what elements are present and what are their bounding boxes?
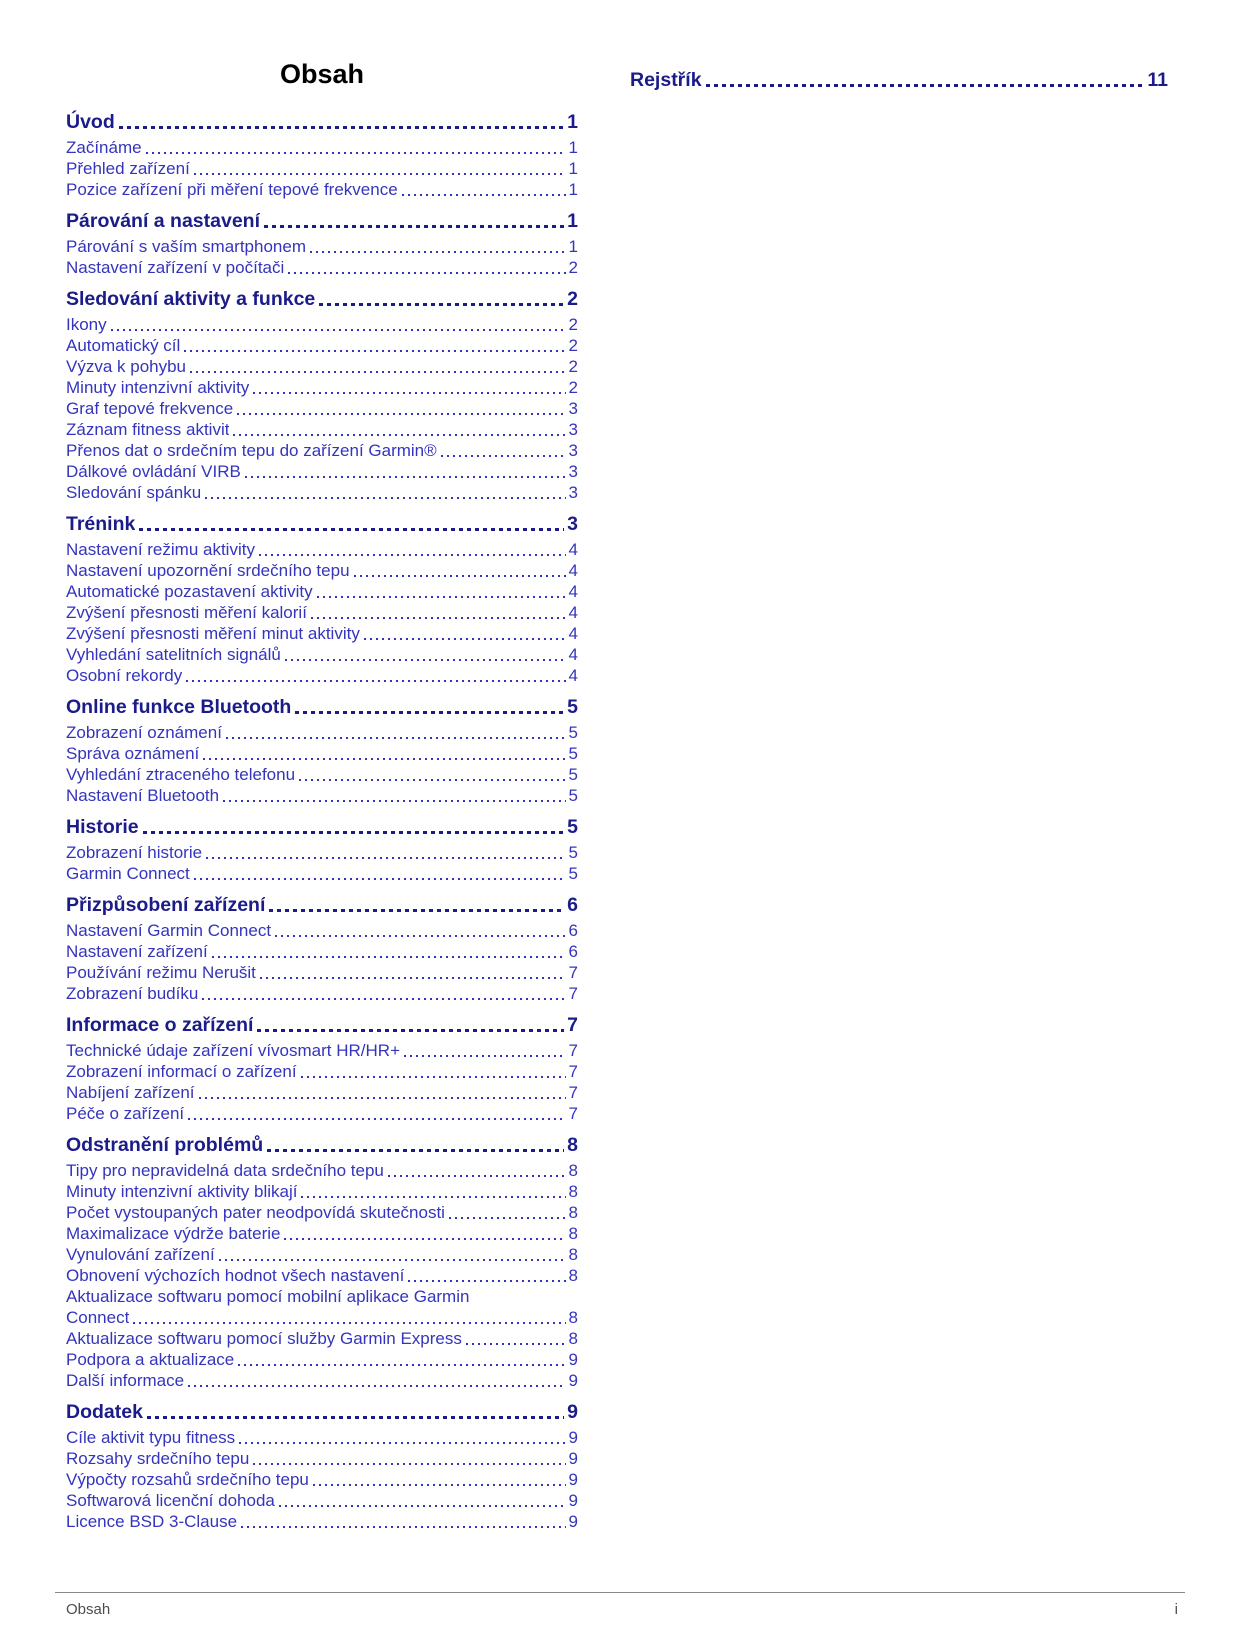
toc-section-label: Informace o zařízení bbox=[66, 1014, 254, 1036]
toc-entry[interactable] bbox=[66, 1160, 578, 1181]
toc-entry[interactable] bbox=[66, 1082, 578, 1103]
dot-leader bbox=[206, 842, 565, 863]
dot-leader bbox=[706, 68, 1145, 92]
toc-entry[interactable] bbox=[66, 602, 578, 623]
toc-entry-label: Další informace bbox=[66, 1371, 185, 1390]
dot-leader bbox=[219, 1244, 566, 1265]
dot-leader bbox=[188, 1103, 565, 1124]
dot-leader bbox=[354, 560, 566, 581]
toc-entry[interactable] bbox=[66, 581, 578, 602]
toc-page-number: 6 bbox=[567, 894, 578, 916]
toc-page-number: 5 bbox=[567, 696, 578, 718]
toc-section-label: Úvod bbox=[66, 111, 115, 133]
toc-page-number: 3 bbox=[568, 462, 578, 481]
dot-leader bbox=[184, 335, 565, 356]
dot-leader bbox=[203, 743, 565, 764]
dot-leader bbox=[295, 695, 564, 719]
dot-leader bbox=[466, 1328, 566, 1349]
toc-page-number: 3 bbox=[568, 483, 578, 502]
dot-leader bbox=[257, 1013, 564, 1037]
toc-entry-label: Sledování spánku bbox=[66, 483, 202, 502]
toc-entry[interactable] bbox=[66, 983, 578, 1004]
toc-entry-label: Záznam fitness aktivit bbox=[66, 420, 230, 439]
toc-entry[interactable] bbox=[66, 1286, 578, 1307]
toc-entry[interactable] bbox=[66, 377, 578, 398]
dot-leader bbox=[253, 377, 565, 398]
toc-section-heading[interactable] bbox=[66, 512, 578, 536]
toc-page-number: 1 bbox=[567, 210, 578, 232]
toc-entry-label: Zobrazení budíku bbox=[66, 984, 199, 1003]
dot-leader bbox=[402, 179, 566, 200]
toc-entry-label: Párování s vaším smartphonem bbox=[66, 237, 306, 256]
toc-entry[interactable] bbox=[66, 842, 578, 863]
toc-entry-label: Obnovení výchozích hodnot všech nastavení bbox=[66, 1266, 405, 1285]
toc-section-label: Párování a nastavení bbox=[66, 210, 261, 232]
toc-page-number: 8 bbox=[568, 1245, 578, 1264]
toc-index-page-number: 11 bbox=[1147, 69, 1168, 91]
toc-entry[interactable] bbox=[66, 1427, 578, 1448]
toc-entry[interactable] bbox=[66, 722, 578, 743]
dot-leader bbox=[260, 962, 566, 983]
toc-entry[interactable] bbox=[66, 623, 578, 644]
dot-leader bbox=[408, 1265, 565, 1286]
toc-entry[interactable] bbox=[66, 314, 578, 335]
toc-entry[interactable] bbox=[66, 560, 578, 581]
footer-document-title: Obsah bbox=[66, 1601, 111, 1618]
toc-page-number: 9 bbox=[567, 1401, 578, 1423]
toc-entry-label: Výpočty rozsahů srdečního tepu bbox=[66, 1470, 309, 1489]
toc-page-number: 7 bbox=[568, 963, 578, 982]
page-title: Obsah bbox=[279, 59, 365, 89]
dot-leader bbox=[288, 257, 565, 278]
dot-leader bbox=[139, 512, 564, 536]
dot-leader bbox=[279, 1490, 566, 1511]
dot-leader bbox=[199, 1082, 566, 1103]
toc-page-number: 7 bbox=[568, 1041, 578, 1060]
dot-leader bbox=[319, 287, 564, 311]
toc-entry[interactable] bbox=[66, 962, 578, 983]
toc-index-entry[interactable] bbox=[630, 68, 1168, 92]
toc-entry[interactable] bbox=[66, 461, 578, 482]
toc-section-heading[interactable] bbox=[66, 893, 578, 917]
toc-page-number: 3 bbox=[568, 399, 578, 418]
toc-page-number: 4 bbox=[568, 540, 578, 559]
toc-entry[interactable] bbox=[66, 764, 578, 785]
toc-entry[interactable] bbox=[66, 1265, 578, 1286]
toc-page-number: 9 bbox=[568, 1350, 578, 1369]
toc-entry-label: Zvýšení přesnosti měření minut aktivity bbox=[66, 624, 360, 643]
toc-page-number: 4 bbox=[568, 603, 578, 622]
toc-entry-label: Licence BSD 3-Clause bbox=[66, 1512, 238, 1531]
dot-leader bbox=[226, 722, 566, 743]
toc-entry[interactable] bbox=[66, 1223, 578, 1244]
toc-entry[interactable] bbox=[66, 1181, 578, 1202]
toc-entry-label: Správa oznámení bbox=[66, 744, 200, 763]
dot-leader bbox=[241, 1511, 566, 1532]
toc-entry-label: Nastavení upozornění srdečního tepu bbox=[66, 561, 350, 580]
toc-entry[interactable] bbox=[66, 1328, 578, 1349]
toc-section-label: Dodatek bbox=[66, 1401, 143, 1423]
toc-page-number: 2 bbox=[568, 258, 578, 277]
toc-entry-label: Garmin Connect bbox=[66, 864, 190, 883]
toc-entry-label: Minuty intenzivní aktivity blikají bbox=[66, 1182, 298, 1201]
toc-page-number: 8 bbox=[568, 1308, 578, 1327]
toc-entry-label: Zobrazení oznámení bbox=[66, 723, 222, 742]
toc-entry[interactable] bbox=[66, 1040, 578, 1061]
dot-leader bbox=[275, 920, 565, 941]
toc-page-number: 9 bbox=[568, 1512, 578, 1531]
toc-page-number: 4 bbox=[568, 666, 578, 685]
toc-entry-label: Vynulování zařízení bbox=[66, 1245, 215, 1264]
toc-entry[interactable] bbox=[66, 644, 578, 665]
toc-entry-label: Vyhledání satelitních signálů bbox=[66, 645, 281, 664]
dot-leader bbox=[188, 1370, 565, 1391]
toc-page-number: 9 bbox=[568, 1470, 578, 1489]
dot-leader bbox=[119, 110, 564, 134]
toc-entry[interactable] bbox=[66, 356, 578, 377]
toc-entry-label: Používání režimu Nerušit bbox=[66, 963, 256, 982]
toc-page-number: 5 bbox=[568, 744, 578, 763]
toc-page-number: 5 bbox=[568, 723, 578, 742]
toc-entry[interactable] bbox=[66, 1061, 578, 1082]
dot-leader bbox=[285, 644, 566, 665]
toc-entry-label: Technické údaje zařízení vívosmart HR/HR+ bbox=[66, 1041, 400, 1060]
toc-entry-label: Cíle aktivit typu fitness bbox=[66, 1428, 236, 1447]
toc-page-number: 1 bbox=[567, 111, 578, 133]
toc-page-number: 5 bbox=[568, 765, 578, 784]
toc-section-heading[interactable] bbox=[66, 815, 578, 839]
toc-page-number: 3 bbox=[567, 513, 578, 535]
dot-leader bbox=[190, 356, 566, 377]
dot-leader bbox=[259, 539, 566, 560]
toc-section-heading[interactable] bbox=[66, 287, 578, 311]
toc-page-number: 8 bbox=[567, 1134, 578, 1156]
toc-entry[interactable] bbox=[66, 1349, 578, 1370]
toc-page-number: 7 bbox=[567, 1014, 578, 1036]
toc-entry-label: Nastavení Bluetooth bbox=[66, 786, 220, 805]
toc-page-number: 7 bbox=[568, 1104, 578, 1123]
toc-entry[interactable] bbox=[66, 419, 578, 440]
toc-section-heading[interactable] bbox=[66, 695, 578, 719]
toc-page-number: 8 bbox=[568, 1224, 578, 1243]
toc-entry-label: Nastavení zařízení bbox=[66, 942, 208, 961]
toc-entry[interactable] bbox=[66, 1448, 578, 1469]
toc-page-number: 4 bbox=[568, 624, 578, 643]
dot-leader bbox=[364, 623, 566, 644]
toc-entry-label: Aktualizace softwaru pomocí služby Garmin Express bbox=[66, 1329, 462, 1348]
dot-leader bbox=[245, 461, 566, 482]
toc-page-number: 3 bbox=[568, 441, 578, 460]
dot-leader bbox=[313, 1469, 566, 1490]
dot-leader bbox=[233, 419, 565, 440]
left-column bbox=[66, 58, 578, 1532]
toc-entry[interactable] bbox=[66, 1490, 578, 1511]
dot-leader bbox=[223, 785, 565, 806]
toc-list bbox=[66, 110, 578, 1532]
dot-leader bbox=[146, 137, 566, 158]
toc-entry[interactable] bbox=[66, 158, 578, 179]
toc-entry-label: Softwarová licenční dohoda bbox=[66, 1491, 275, 1510]
toc-entry-label: Vyhledání ztraceného telefonu bbox=[66, 765, 296, 784]
toc-entry[interactable] bbox=[66, 665, 578, 686]
toc-entry[interactable] bbox=[66, 1469, 578, 1490]
toc-entry[interactable] bbox=[66, 236, 578, 257]
dot-leader bbox=[212, 941, 566, 962]
toc-entry-label: Nastavení zařízení v počítači bbox=[66, 258, 285, 277]
toc-section-heading[interactable] bbox=[66, 110, 578, 134]
toc-index-label: Rejstřík bbox=[630, 69, 702, 91]
toc-page-number: 8 bbox=[568, 1203, 578, 1222]
toc-entry-label: Zobrazení informací o zařízení bbox=[66, 1062, 297, 1081]
toc-entry-label: Rozsahy srdečního tepu bbox=[66, 1449, 250, 1468]
dot-leader bbox=[311, 602, 566, 623]
toc-entry[interactable] bbox=[66, 743, 578, 764]
dot-leader bbox=[133, 1307, 565, 1328]
toc-entry-label: Connect bbox=[66, 1308, 130, 1327]
dot-leader bbox=[239, 1427, 565, 1448]
toc-entry-label: Aktualizace softwaru pomocí mobilní aplikace Garmin bbox=[66, 1287, 470, 1306]
dot-leader bbox=[238, 1349, 565, 1370]
toc-section-label: Trénink bbox=[66, 513, 136, 535]
toc-entry-label: Automatické pozastavení aktivity bbox=[66, 582, 313, 601]
toc-entry[interactable] bbox=[66, 941, 578, 962]
toc-entry[interactable] bbox=[66, 398, 578, 419]
dot-leader bbox=[186, 665, 565, 686]
dot-leader bbox=[147, 1400, 564, 1424]
toc-page-number: 9 bbox=[568, 1428, 578, 1447]
dot-leader bbox=[449, 1202, 566, 1223]
dot-leader bbox=[317, 581, 566, 602]
toc-page-number: 1 bbox=[568, 138, 578, 157]
toc-entry[interactable] bbox=[66, 179, 578, 200]
toc-page-number: 1 bbox=[568, 180, 578, 199]
toc-page-number: 4 bbox=[568, 561, 578, 580]
toc-entry[interactable] bbox=[66, 785, 578, 806]
toc-page-number: 5 bbox=[567, 816, 578, 838]
dot-leader bbox=[202, 983, 565, 1004]
dot-leader bbox=[194, 863, 566, 884]
toc-entry[interactable] bbox=[66, 137, 578, 158]
dot-leader bbox=[404, 1040, 566, 1061]
dot-leader bbox=[237, 398, 565, 419]
dot-leader bbox=[284, 1223, 565, 1244]
toc-entry[interactable] bbox=[66, 1511, 578, 1532]
toc-entry-label: Minuty intenzivní aktivity bbox=[66, 378, 250, 397]
toc-page-number: 5 bbox=[568, 864, 578, 883]
dot-leader bbox=[194, 158, 566, 179]
toc-page-number: 4 bbox=[568, 645, 578, 664]
toc-entry-label: Přenos dat o srdečním tepu do zařízení Garmin® bbox=[66, 441, 437, 460]
toc-entry[interactable] bbox=[66, 920, 578, 941]
toc-section-label: Odstranění problémů bbox=[66, 1134, 264, 1156]
toc-page-number: 9 bbox=[568, 1491, 578, 1510]
toc-entry-label: Dálkové ovládání VIRB bbox=[66, 462, 241, 481]
toc-entry-label: Počet vystoupaných pater neodpovídá skutečnosti bbox=[66, 1203, 445, 1222]
toc-page-number: 6 bbox=[568, 921, 578, 940]
toc-page-number: 4 bbox=[568, 582, 578, 601]
toc-section-heading[interactable] bbox=[66, 209, 578, 233]
toc-entry[interactable] bbox=[66, 482, 578, 503]
dot-leader bbox=[264, 209, 564, 233]
toc-entry-label: Péče o zařízení bbox=[66, 1104, 185, 1123]
toc-page-number: 7 bbox=[568, 984, 578, 1003]
toc-entry-label: Ikony bbox=[66, 315, 107, 334]
dot-leader bbox=[269, 893, 564, 917]
toc-section-heading[interactable] bbox=[66, 1013, 578, 1037]
toc-page-number: 2 bbox=[568, 357, 578, 376]
toc-page-number: 2 bbox=[568, 378, 578, 397]
toc-page-number: 3 bbox=[568, 420, 578, 439]
toc-page-number: 6 bbox=[568, 942, 578, 961]
dot-leader bbox=[143, 815, 565, 839]
toc-section-heading[interactable] bbox=[66, 1400, 578, 1424]
toc-page-number: 8 bbox=[568, 1161, 578, 1180]
toc-entry-label: Podpora a aktualizace bbox=[66, 1350, 235, 1369]
toc-entry-label: Zvýšení přesnosti měření kalorií bbox=[66, 603, 307, 622]
dot-leader bbox=[111, 314, 566, 335]
toc-entry-label: Nastavení režimu aktivity bbox=[66, 540, 255, 559]
toc-entry-label: Osobní rekordy bbox=[66, 666, 183, 685]
toc-entry-label: Přehled zařízení bbox=[66, 159, 190, 178]
toc-page-number: 7 bbox=[568, 1062, 578, 1081]
toc-entry[interactable] bbox=[66, 1370, 578, 1391]
toc-entry-label: Začínáme bbox=[66, 138, 142, 157]
toc-entry[interactable] bbox=[66, 440, 578, 461]
toc-page-number: 8 bbox=[568, 1182, 578, 1201]
toc-page-number: 2 bbox=[567, 288, 578, 310]
toc-entry-label: Výzva k pohybu bbox=[66, 357, 187, 376]
toc-page-number: 9 bbox=[568, 1371, 578, 1390]
toc-page-number: 8 bbox=[568, 1266, 578, 1285]
dot-leader bbox=[267, 1133, 564, 1157]
toc-page-number: 9 bbox=[568, 1449, 578, 1468]
toc-section-label: Historie bbox=[66, 816, 139, 838]
toc-entry-label: Maximalizace výdrže baterie bbox=[66, 1224, 281, 1243]
right-column bbox=[630, 58, 1168, 95]
dot-leader bbox=[441, 440, 566, 461]
dot-leader bbox=[301, 1181, 565, 1202]
toc-page-number: 1 bbox=[568, 237, 578, 256]
toc-entry[interactable] bbox=[66, 1103, 578, 1124]
toc-entry[interactable] bbox=[66, 1244, 578, 1265]
toc-section-heading[interactable] bbox=[66, 1133, 578, 1157]
dot-leader bbox=[253, 1448, 565, 1469]
footer-divider bbox=[55, 1592, 1185, 1593]
toc-section-label: Sledování aktivity a funkce bbox=[66, 288, 316, 310]
toc-page-number: 7 bbox=[568, 1083, 578, 1102]
toc-entry-label: Tipy pro nepravidelná data srdečního tepu bbox=[66, 1161, 384, 1180]
toc-entry-label: Nabíjení zařízení bbox=[66, 1083, 195, 1102]
toc-entry-label: Automatický cíl bbox=[66, 336, 181, 355]
toc-page-number: 1 bbox=[568, 159, 578, 178]
toc-entry[interactable] bbox=[66, 257, 578, 278]
footer-page-number: i bbox=[1174, 1601, 1178, 1618]
toc-page-number: 2 bbox=[568, 315, 578, 334]
toc-entry-label: Zobrazení historie bbox=[66, 843, 203, 862]
toc-page-number: 2 bbox=[568, 336, 578, 355]
dot-leader bbox=[299, 764, 565, 785]
toc-entry-label: Pozice zařízení při měření tepové frekvence bbox=[66, 180, 398, 199]
toc-entry[interactable] bbox=[66, 863, 578, 884]
dot-leader bbox=[205, 482, 565, 503]
dot-leader bbox=[310, 236, 566, 257]
dot-leader bbox=[301, 1061, 566, 1082]
toc-page-number: 8 bbox=[568, 1329, 578, 1348]
toc-page-number: 5 bbox=[568, 786, 578, 805]
toc-page-number: 5 bbox=[568, 843, 578, 862]
toc-entry-label: Graf tepové frekvence bbox=[66, 399, 234, 418]
toc-entry[interactable] bbox=[66, 1307, 578, 1328]
toc-section-label: Přizpůsobení zařízení bbox=[66, 894, 266, 916]
toc-entry[interactable] bbox=[66, 539, 578, 560]
toc-entry[interactable] bbox=[66, 335, 578, 356]
toc-entry-label: Nastavení Garmin Connect bbox=[66, 921, 272, 940]
toc-section-label: Online funkce Bluetooth bbox=[66, 696, 292, 718]
toc-entry[interactable] bbox=[66, 1202, 578, 1223]
dot-leader bbox=[388, 1160, 566, 1181]
